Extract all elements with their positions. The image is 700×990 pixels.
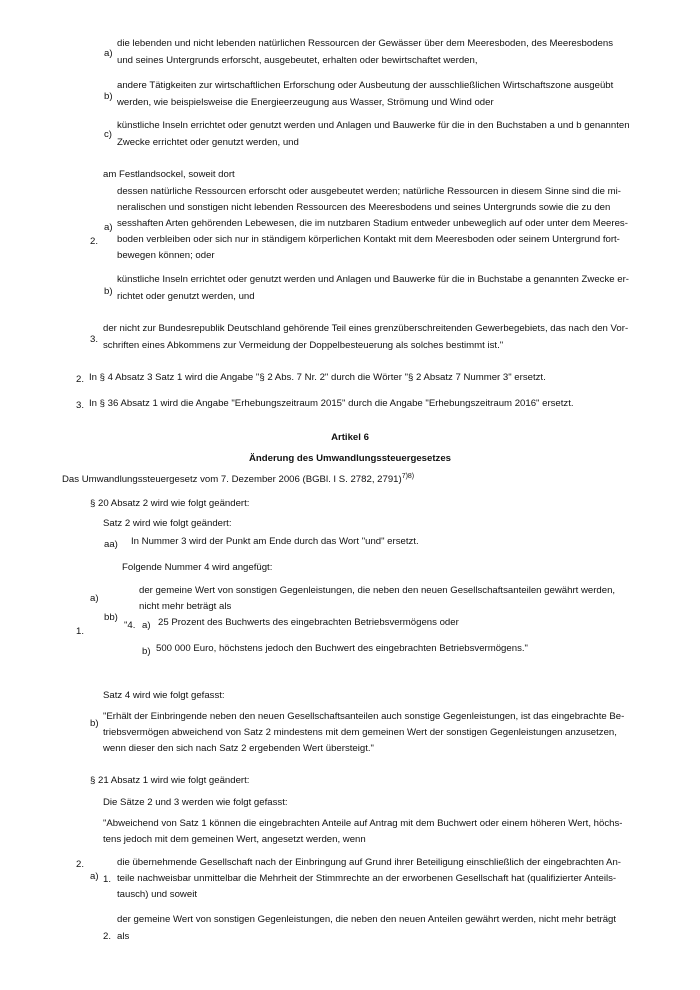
part1-a-label: a) bbox=[90, 593, 99, 604]
part1-bb-intro: Folgende Nummer 4 wird angefügt: bbox=[122, 562, 273, 573]
section2-intro: am Festlandsockel, soweit dort bbox=[103, 169, 235, 180]
article-title: Änderung des Umwandlungssteuergesetzes bbox=[248, 453, 452, 464]
part2-sub2-line1: der gemeine Wert von sonstigen Gegenleistungen, die neben den neuen Anteilen gewährt werden, nicht mehr beträgt bbox=[117, 914, 617, 925]
part2-sub1-line1: die übernehmende Gesellschaft nach der Einbringung auf Grund ihrer Beteiligung einschließlich der eingebrachten An- bbox=[117, 857, 621, 868]
section1-a-line1: die lebenden und nicht lebenden natürlichen Ressourcen der Gewässer über dem Meeresboden, des Meeresbodens bbox=[117, 38, 613, 49]
item2-number: 2. bbox=[76, 374, 85, 385]
part1-b-line2: triebsvermögen abweichend von Satz 2 mindestens mit dem gemeinen Wert der sonstigen Gegenleistungen anzusetzen, bbox=[103, 727, 617, 738]
part2-sub1-line3: tausch) und soweit bbox=[117, 889, 197, 900]
section2-a-line1: dessen natürliche Ressourcen erforscht oder ausgebeutet werden; natürliche Ressourcen in diesem Sinne sind die mi- bbox=[117, 186, 621, 197]
article-intro bbox=[62, 472, 414, 488]
part1-title: § 20 Absatz 2 wird wie folgt geändert: bbox=[90, 498, 250, 509]
part2-sub2-line2: als bbox=[117, 931, 130, 942]
article-heading: Artikel 6 bbox=[331, 432, 369, 443]
section1-c-line2: Zwecke errichtet oder genutzt werden, und bbox=[117, 137, 299, 148]
section2-a-line3: sesshaften Arten gehörenden Lebewesen, die im nutzbaren Stadium entweder unbeweglich auf oder unter dem Meeres- bbox=[117, 218, 628, 229]
part1-aa-label: aa) bbox=[104, 539, 118, 550]
section1-c-line1: künstliche Inseln errichtet oder genutzt werden und Anlagen und Bauwerke für die in den Buchstaben a und b genannten bbox=[117, 120, 630, 131]
section1-a-line2: und seines Untergrunds erforscht, ausgebeutet, erhalten oder bewirtschaftet werden, bbox=[117, 55, 478, 66]
part1-quote-line2: nicht mehr beträgt als bbox=[139, 601, 232, 612]
section2-number: 2. bbox=[90, 236, 99, 247]
section2-a-line2: neralischen und sonstigen nicht lebenden Ressourcen des Meeresbodens und seines Untergrunds sowie die zu den bbox=[117, 202, 611, 213]
part1-b-line1: "Erhält der Einbringende neben den neuen Gesellschaftsanteilen auch sonstige Gegenleistungen, ist das eingebrachte Be- bbox=[103, 711, 625, 722]
section2-b-line2: richtet oder genutzt werden, und bbox=[117, 291, 255, 302]
section3-number: 3. bbox=[90, 334, 99, 345]
part1-b-intro: Satz 4 wird wie folgt gefasst: bbox=[103, 690, 225, 701]
part2-a-line1: "Abweichend von Satz 1 können die eingebrachten Anteile auf Antrag mit dem Buchwert oder einem höheren Wert, höchs- bbox=[103, 818, 623, 829]
part2-number: 2. bbox=[76, 859, 85, 870]
section1-b-label: b) bbox=[104, 91, 113, 102]
item3-text: In § 36 Absatz 1 wird die Angabe "Erhebungszeitraum 2015" durch die Angabe "Erhebungszeitraum 2016" ersetzt. bbox=[89, 398, 574, 409]
part1-quote-line1: der gemeine Wert von sonstigen Gegenleistungen, die neben den neuen Gesellschaftsanteilen gewährt werden, bbox=[139, 585, 616, 596]
section2-b-label: b) bbox=[104, 286, 113, 297]
part1-number: 1. bbox=[76, 626, 85, 637]
part2-title: § 21 Absatz 1 wird wie folgt geändert: bbox=[90, 775, 250, 786]
section1-c-label: c) bbox=[104, 129, 112, 140]
part2-a-label: a) bbox=[90, 871, 99, 882]
section2-a-line4: boden verbleiben oder sich nur in ständigem körperlichen Kontakt mit dem Meeresboden oder seinem Untergrund fort- bbox=[117, 234, 620, 245]
part1-b-line3: wenn dieser den sich nach Satz 2 ergebenden Wert übersteigt." bbox=[103, 743, 374, 754]
part1-bb-label: bb) bbox=[104, 612, 118, 623]
section2-b-line1: künstliche Inseln errichtet oder genutzt werden und Anlagen und Bauwerke für die in Buchstabe a genannten Zwecke er- bbox=[117, 274, 629, 285]
part1-a-intro: Satz 2 wird wie folgt geändert: bbox=[103, 518, 232, 529]
section1-b-line1: andere Tätigkeiten zur wirtschaftlichen Erforschung oder Ausbeutung der ausschließlichen Wirtschaftszone ausgeübt bbox=[117, 80, 614, 91]
part2-sub1-number: 1. bbox=[103, 874, 112, 885]
section3-line2: schriften eines Abkommens zur Vermeidung der Doppelbesteuerung als solches bestimmt ist." bbox=[103, 340, 504, 351]
item2-text: In § 4 Absatz 3 Satz 1 wird die Angabe "§ 2 Abs. 7 Nr. 2" durch die Wörter "§ 2 Absatz 7 Nummer 3" ersetzt. bbox=[89, 372, 546, 383]
part1-b-label: b) bbox=[90, 718, 99, 729]
section1-a-label: a) bbox=[104, 48, 113, 59]
section1-b-line2: werden, wie beispielsweise die Energieerzeugung aus Wasser, Strömung und Wind oder bbox=[117, 97, 494, 108]
part2-sub1-line2: teile nachweisbar unmittelbar die Mehrheit der Stimmrechte an der erworbenen Gesellschaft hat (qualifizierter Anteils- bbox=[117, 873, 617, 884]
part1-quote-a-text: 25 Prozent des Buchwerts des eingebrachten Betriebsvermögens oder bbox=[158, 617, 459, 628]
section3-line1: der nicht zur Bundesrepublik Deutschland gehörende Teil eines grenzüberschreitenden Gewerbegebiets, das nach den Vor- bbox=[103, 323, 629, 334]
part2-sub2-number: 2. bbox=[103, 931, 112, 942]
section2-a-line5: bewegen können; oder bbox=[117, 250, 215, 261]
article-intro-text: Das Umwandlungssteuergesetz vom 7. Dezember 2006 (BGBl. I S. 2782, 2791) bbox=[62, 474, 402, 485]
part1-quote-number: "4. bbox=[124, 620, 136, 631]
part1-quote-b-text: 500 000 Euro, höchstens jedoch den Buchwert des eingebrachten Betriebsvermögens." bbox=[156, 643, 528, 654]
item3-number: 3. bbox=[76, 400, 85, 411]
part2-a-line2: tens jedoch mit dem gemeinen Wert, angesetzt werden, wenn bbox=[103, 834, 366, 845]
part2-a-intro: Die Sätze 2 und 3 werden wie folgt gefasst: bbox=[103, 797, 288, 808]
footnote-reference: 7)8) bbox=[401, 473, 415, 480]
section2-a-label: a) bbox=[104, 222, 113, 233]
part1-quote-b-label: b) bbox=[142, 646, 151, 657]
part1-quote-a-label: a) bbox=[142, 620, 151, 631]
part1-aa-text: In Nummer 3 wird der Punkt am Ende durch das Wort "und" ersetzt. bbox=[131, 536, 419, 547]
